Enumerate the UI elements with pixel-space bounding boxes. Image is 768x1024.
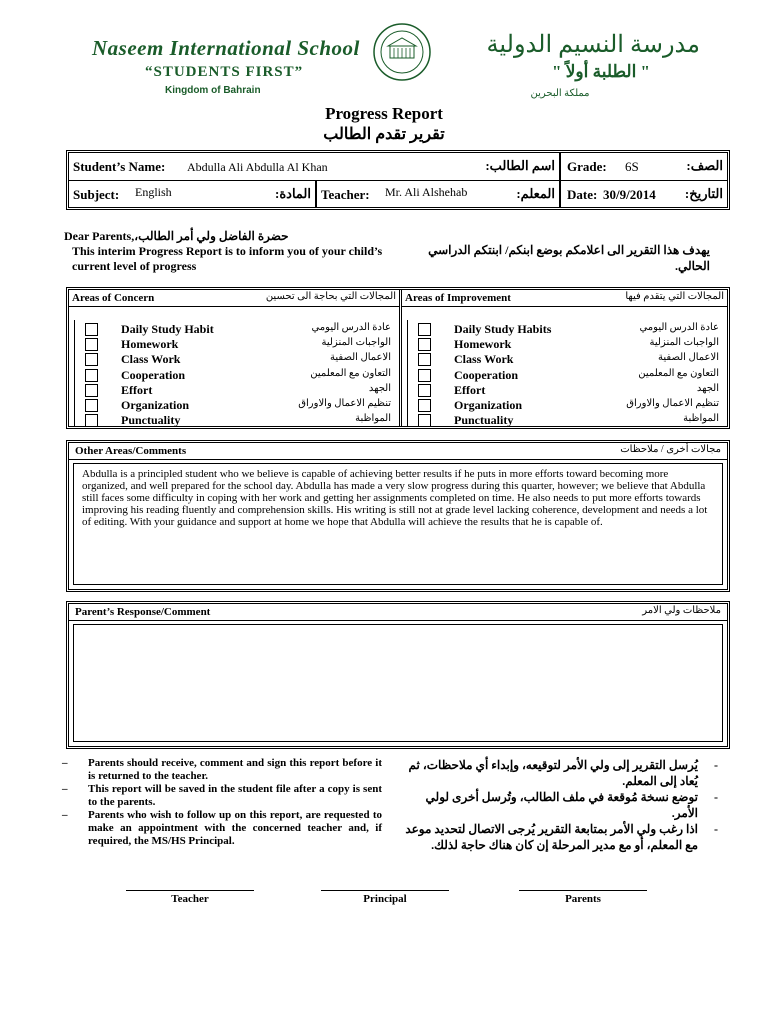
concern-item-label: Punctuality [121,413,181,427]
parents-signature-line[interactable] [519,890,647,891]
grade-label-ar: الصف: [686,158,723,173]
intro-text-en: This interim Progress Report is to inform you of your child’s current level of progress [72,244,383,273]
areas-of-improvement [402,290,727,426]
subject-cell [69,181,317,208]
concern-item-label: Cooperation [121,368,185,382]
parent-response-title-ar: ملاحظات ولي الامر [642,605,721,616]
improvement-item-label-ar: الواجبات المنزلية [649,337,719,348]
improvement-item [402,398,727,413]
student-name-cell [69,153,561,180]
concern-item-label-ar: عادة الدرس اليومي [311,322,391,333]
improvement-item-label-ar: الجهد [696,383,719,394]
school-name-ar: مدرسة النسيم الدولية [486,32,700,58]
concern-checkbox[interactable] [85,353,98,366]
concern-checkbox[interactable] [85,399,98,412]
concern-item-label-ar: الاعمال الصفية [330,352,391,363]
teacher-cell [317,181,561,208]
concern-checkbox[interactable] [85,323,98,336]
motto-ar: " الطلبة أولاً " [552,62,650,81]
improvement-item-label: Punctuality [454,413,514,427]
note-ar-3: - اذا رغب ولي الأمر بمتابعة التقرير يُرجى الاتصال لتحديد موعد مع المعلم، أو مع مدير المرحلة إن كان هناك حاجة لذلك. [400,821,710,853]
intro-text-ar: يهدف هذا التقرير الى اعلامكم بوضع ابنكم/ ابنتكم الدراسي الحالي. [428,243,710,273]
grade-value: 6S [625,159,639,174]
note-en-1: – Parents should receive, comment and sign this report before it is returned to the teacher. [62,757,382,783]
subject-label: Subject: [73,187,120,202]
parents-signature-label: Parents [565,893,601,905]
areas-of-concern-header [69,290,399,307]
improvement-item-label: Effort [454,383,486,397]
areas-table [66,287,730,429]
concern-item-label: Homework [121,337,179,351]
info-row-student [69,153,727,181]
areas-of-concern [69,290,402,426]
school-name-en: Naseem International School [92,36,360,60]
intro-en [64,229,384,274]
concern-item [69,383,399,398]
concern-item [69,337,399,352]
subject-label-ar: المادة: [275,186,311,201]
other-comments-title-ar: مجالات أخرى / ملاحظات [620,444,721,455]
concern-item [69,352,399,367]
comments-text: Abdulla is a principled student who we believe is capable of achieving better results if he puts in more efforts toward becoming more organized, and well prepared for the school day. Abdulla has made a very slow progress during this quarter, however; we believe that Abdulla still faces some difficulty in coping with her work and getting her assignments completed on time. He also needs to put more efforts towards improving his reading fluently and comprehension skills. His writing is still not at grade level lacking coherence, development and needs a lot of editing. With your guidance and support at home we hope that Abdulla will achieve the results that he is capable of. [82,468,708,528]
areas-of-improvement-title: Areas of Improvement [405,292,511,304]
greeting-ar: حضرة الفاضل ولي أمر الطالب، [134,229,289,243]
student-info-table [66,150,730,210]
concern-checkbox[interactable] [85,414,98,427]
teacher-label: Teacher: [321,187,370,202]
areas-of-concern-title: Areas of Concern [72,292,155,304]
notes-en [62,757,382,848]
comments-field[interactable] [73,463,723,585]
areas-of-concern-title-ar: المجالات التي بحاجة الى تحسين [265,291,396,302]
parent-response-section [66,601,730,749]
principal-signature-line[interactable] [321,890,449,891]
improvement-item [402,352,727,367]
improvement-item [402,337,727,352]
concern-item-label-ar: التعاون مع المعلمين [310,368,391,379]
concern-checkbox[interactable] [85,384,98,397]
info-row-subject [69,181,727,208]
improvement-item-label-ar: عادة الدرس اليومي [639,322,719,333]
concern-item [69,368,399,383]
motto-en: “STUDENTS FIRST” [145,64,304,80]
improvement-checkbox[interactable] [418,369,431,382]
student-name-label: Student’s Name: [73,159,166,174]
improvement-item-label-ar: تنظيم الاعمال والاوراق [626,398,719,409]
parent-response-field[interactable] [73,624,723,742]
concern-checkbox[interactable] [85,369,98,382]
concern-item-label-ar: الجهد [368,383,391,394]
date-label: Date: [567,187,598,202]
improvement-checkbox[interactable] [418,353,431,366]
date-label-ar: التاريخ: [684,186,723,201]
subject-value: English [135,185,172,199]
improvement-item-label: Homework [454,337,512,351]
concern-item [69,413,399,428]
teacher-signature-label: Teacher [171,893,209,905]
parent-response-title: Parent’s Response/Comment [75,606,211,618]
concern-item [69,322,399,337]
improvement-item-label: Cooperation [454,368,518,382]
country-ar: مملكة البحرين [530,88,590,99]
improvement-item-label: Daily Study Habits [454,322,552,336]
grade-cell [561,153,727,180]
greeting-en: Dear Parents, [64,229,135,243]
improvement-checkbox[interactable] [418,399,431,412]
teacher-signature-line[interactable] [126,890,254,891]
concern-item-label: Class Work [121,352,181,366]
concern-item-label: Daily Study Habit [121,322,214,336]
improvement-checkbox[interactable] [418,323,431,336]
improvement-item-label-ar: التعاون مع المعلمين [638,368,719,379]
improvement-checkbox[interactable] [418,384,431,397]
improvement-checkbox[interactable] [418,414,431,427]
other-comments-title: Other Areas/Comments [75,445,187,457]
country-en: Kingdom of Bahrain [165,85,261,96]
improvement-item-label-ar: المواظبة [683,413,719,424]
concern-item-label-ar: المواظبة [355,413,391,424]
other-comments-header [69,443,727,460]
concern-item-label: Effort [121,383,153,397]
note-ar-2: - توضع نسخة مُوقعة في ملف الطالب، وتُرسل أخرى لولي الأمر. [400,789,710,821]
improvement-item [402,383,727,398]
improvement-item [402,368,727,383]
concern-checkbox[interactable] [85,338,98,351]
student-name-label-ar: اسم الطالب: [485,158,555,173]
concern-item-label: Organization [121,398,189,412]
other-comments-section [66,440,730,592]
teacher-value: Mr. Ali Alshehab [385,185,468,199]
student-name-value: Abdulla Ali Abdulla Al Khan [187,160,328,174]
note-en-3: – Parents who wish to follow up on this report, are requested to make an appointment with the concerned teacher and, if required, the MS/HS Principal. [62,809,382,848]
improvement-item-label: Class Work [454,352,514,366]
concern-item [69,398,399,413]
date-cell [561,181,727,208]
concern-item-label-ar: الواجبات المنزلية [321,337,391,348]
areas-of-improvement-title-ar: المجالات التي يتقدم فيها [625,291,724,302]
report-title-en: Progress Report [325,104,443,123]
improvement-item [402,322,727,337]
improvement-checkbox[interactable] [418,338,431,351]
improvement-item-label-ar: الاعمال الصفية [658,352,719,363]
improvement-item [402,413,727,428]
report-title-ar: تقرير تقدم الطالب [323,126,445,143]
school-logo [372,22,432,82]
notes-ar [400,757,710,853]
parent-response-header [69,604,727,621]
grade-label: Grade: [567,159,607,174]
concern-item-label-ar: تنظيم الاعمال والاوراق [298,398,391,409]
note-ar-1: - يُرسل التقرير إلى ولي الأمر لتوقيعه، وإبداء أي ملاحظات، ثم يُعاد إلى المعلم. [400,757,710,789]
date-value: 30/9/2014 [603,187,656,202]
teacher-label-ar: المعلم: [516,186,555,201]
improvement-item-label: Organization [454,398,522,412]
principal-signature-label: Principal [363,893,407,905]
note-en-2: – This report will be saved in the student file after a copy is sent to the parents. [62,783,382,809]
areas-of-improvement-header [402,290,727,307]
